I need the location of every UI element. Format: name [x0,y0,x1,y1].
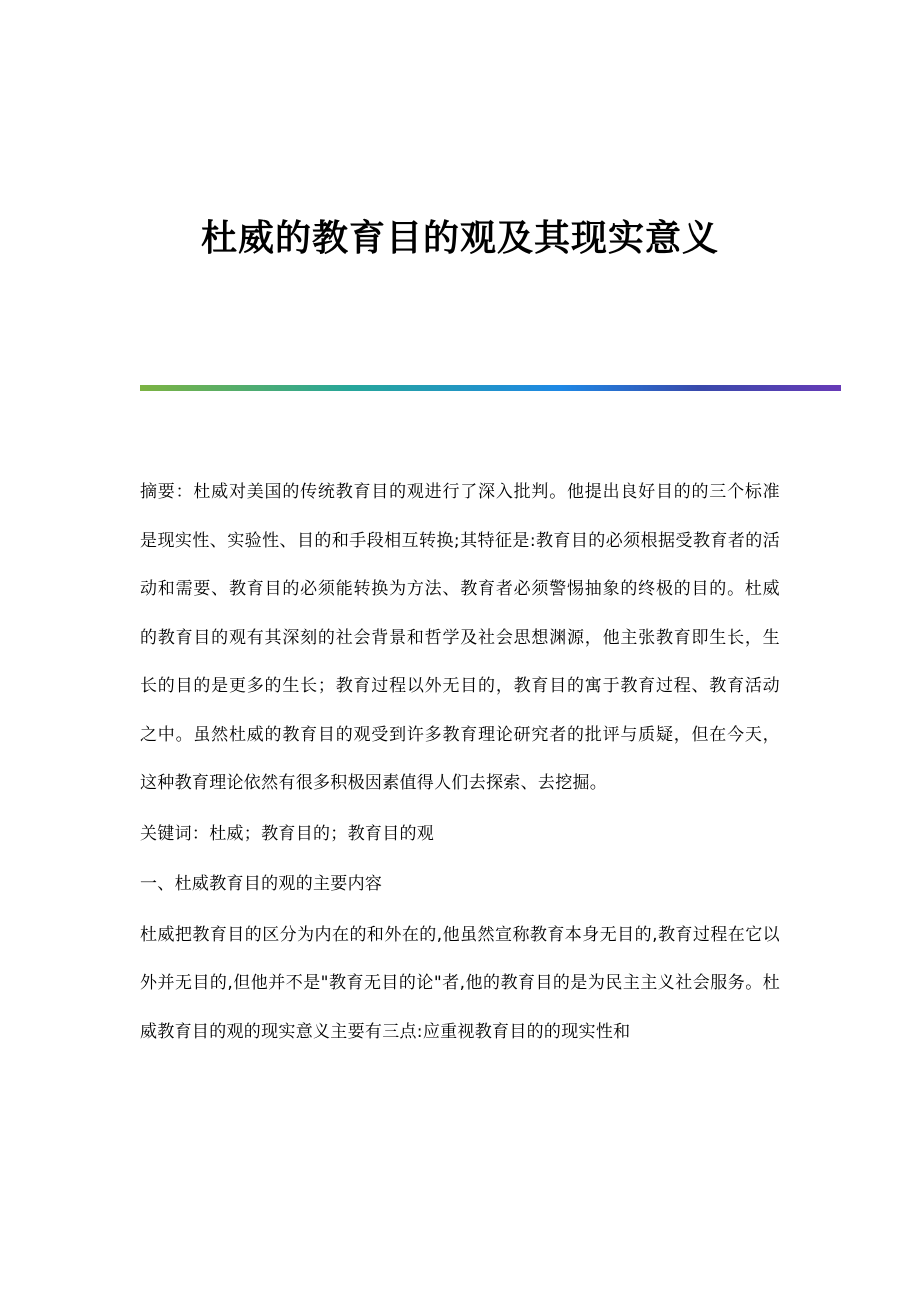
keywords-line: 关键词：杜威；教育目的；教育目的观 [140,823,435,844]
title-gradient-rule [140,385,841,391]
document-body [140,468,780,1058]
section-heading: 一、杜威教育目的观的主要内容 [140,874,383,894]
document-title: 杜威的教育目的观及其现实意义 [200,217,719,259]
body-paragraph: 杜威把教育目的区分为内在的和外在的,他虽然宣称教育本身无目的,教育过程在它以外并无目的,但他并不是"教育无目的论"者,他的教育目的是为民主主义社会服务。杜威教育目的观的现实意义主要有三点:应重视教育目的的现实性和 [140,924,780,1042]
abstract-paragraph: 摘要：杜威对美国的传统教育目的观进行了深入批判。他提出良好目的的三个标准是现实性、实验性、目的和手段相互转换;其特征是:教育目的必须根据受教育者的活动和需要、教育目的必须能转换为方法、教育者必须警惕抽象的终极的目的。杜威的教育目的观有其深刻的社会背景和哲学及社会思想渊源，他主张教育即生长，生长的目的是更多的生长；教育过程以外无目的，教育目的寓于教育过程、教育活动之中。虽然杜威的教育目的观受到许多教育理论研究者的批评与质疑，但在今天，这种教育理论依然有很多积极因素值得人们去探索、去挖掘。 [140,482,780,793]
